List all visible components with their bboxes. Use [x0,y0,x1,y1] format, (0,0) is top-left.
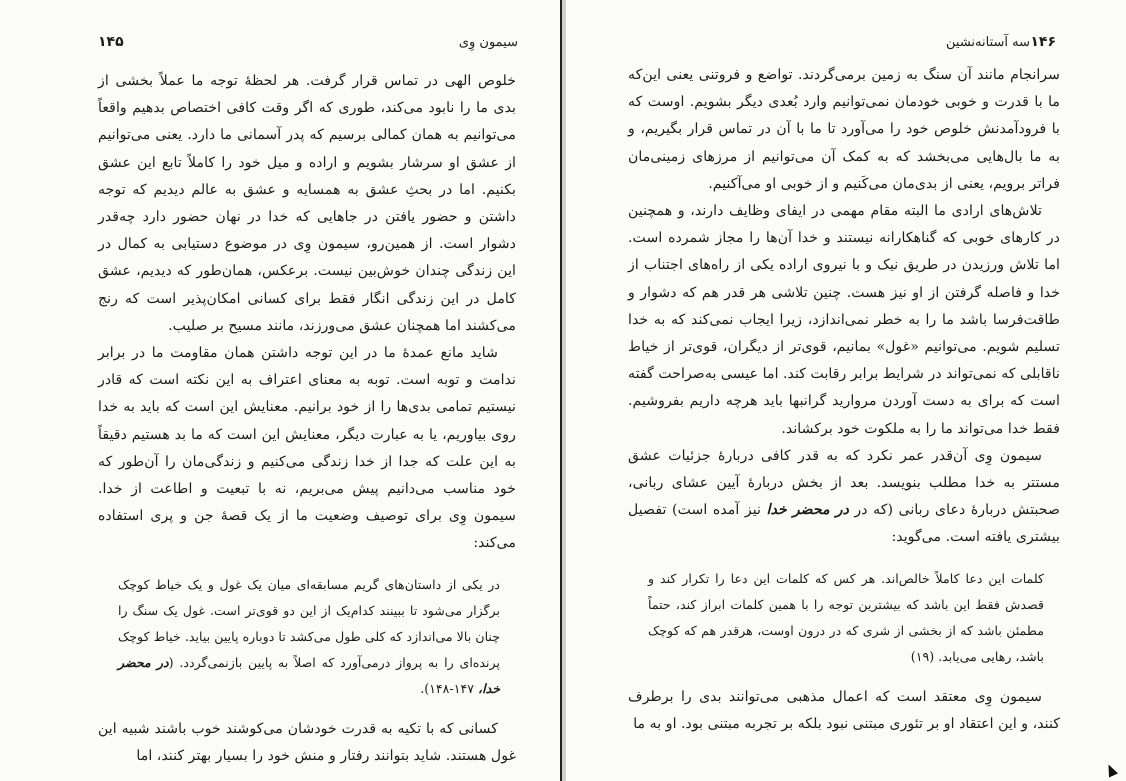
paragraph-part: سیمون وِی آن‌قدر عمر نکرد که به قدر کافی دربارهٔ جزئیات عشق مستتر به خدا مطلب بنویسد. بعد از بخش دربارهٔ آیین عشای ربانی، صحبتش دربارهٔ دعای ربانی (که در [628,447,1060,519]
left-page-body [98,68,516,770]
right-page-header [946,30,1056,54]
citation-title: در محضر خدا، [118,654,500,696]
paragraph: سرانجام مانند آن سنگ به زمین برمی‌گردند. تواضع و فروتنی یعنی این‌که ما با قدرت و خوبی خودمان نمی‌توانیم وارد بُعدی دیگر بشویم. اوست که با فرودآمدنش خلوص خود را می‌آورد تا ما با آن در تماس قرار بگیریم، و به ما بال‌هایی می‌بخشد که به کمک آن می‌توانیم از مرزهای زمینی‌مان فراتر برویم، یعنی از بدی‌مان می‌کَنیم و از خوبی او می‌آکنیم. [628,67,1060,192]
paragraph: سیمون وِی معتقد است که اعمال مذهبی می‌توانند بدی را برطرف کنند، و این اعتقاد او بر تئوری مبتنی نبود بلکه بر تجربه مبتنی بود. او به ما [628,688,1060,732]
citation-pages: ۱۴۷-۱۴۸ [429,680,475,696]
page-number: ۱۴۶ [1030,34,1056,50]
paragraph: تلاش‌های ارادی ما البته مقام مهمی در ایفای وظایف دارند، و همچنین در کارهای خوبی که گناهکارانه نیستند و خدا آن‌ها را مجاز شمرده است. اما تلاش ورزیدن در طریق نیک و با نیروی اراده یکی از راه‌های اجتناب از خدا و فاصله گرفتن از او نیز هست. چنین تلاشی هر قدر هم که دشوار و طاقت‌فرسا باشد ما را به خطر نمی‌اندازد، زیرا ایجاب نمی‌کند که به خدا تسلیم شویم. می‌توانیم «غول» بمانیم، قوی‌تر از دیگران، قوی‌تر از خیاط ناقابلی که نمی‌تواند در شرایط برابر رقابت کند. اما عیسی به‌صراحت گفته است که برای به دست آوردن مروارید گرانبها باید هرچه داریم بفروشیم. فقط خدا می‌تواند ما را به ملکوت خود برکشاند. [628,203,1060,437]
block-quote: در یکی از داستان‌های گریم مسابقه‌ای میان یک غول و یک خیاط کوچک برگزار می‌شود تا ببینند کدام‌یک از این دو قوی‌تر است. غول یک سنگ را چنان بالا می‌اندازد که کلی طول می‌کشد تا دوباره پایین بیاید. خیاط کوچک پرنده‌ای را به پرواز درمی‌آورد که اصلاً به پایین بازنمی‌گردد. (در محضر خدا، ۱۴۷-۱۴۸). [118,576,501,696]
right-page-body [628,62,1060,738]
book-title-italic: در محضر خدا [766,502,849,519]
paragraph: کسانی که با تکیه به قدرت خودشان می‌کوشند خوب باشند شبیه این غول هستند. شاید بتوانند رفتار و منش خود را بسیار بهتر کنند، اما [98,720,516,764]
paragraph: شاید مانع عمدهٔ ما در این توجه داشتن همان مقاومت ما در برابر ندامت و توبه است. توبه به معنای اعتراف به این نکته است که قادر نیستیم تمامی بدی‌ها را از خود برانیم. معنایش این است که باید به خدا روی بیاوریم، یا به عبارت دیگر، معنایش این است که ما بد هستیم دقیقاً به این علت که جدا از خدا زندگی می‌کنیم و زندگی‌مان را آن‌طور که خود مناسب می‌دانیم پیش می‌بریم، نه با تبعیت و اطاعت از خدا. سیمون وِی برای توصیف وضعیت ما از یک قصهٔ جن و پری استفاده می‌کند: [98,345,516,552]
paragraph [628,443,1060,552]
quote-text: در یکی از داستان‌های گریم مسابقه‌ای میان یک غول و یک خیاط کوچک برگزار می‌شود تا ببینند کدام‌یک از این دو قوی‌تر است. غول یک سنگ را چنان بالا می‌اندازد که کلی طول می‌کشد تا دوباره پایین بیاید. خیاط کوچک پرنده‌ای را به پرواز درمی‌آورد که اصلاً به پایین بازنمی‌گردد. [118,576,501,670]
gutter-line [560,0,562,781]
running-title: سیمون وِی [458,34,518,50]
paragraph: خلوص الهی در تماس قرار گرفت. هر لحظهٔ توجه ما عملاً بخشی از بدی ما را نابود می‌کند، طوری که اگر وقت کافی اختصاص بدهیم واقعاً می‌توانیم به همان کمالی برسیم که پدر آسمانی ما دارد. یعنی می‌توانیم از عشق او سرشار بشویم و اراده و میل خود را کاملاً تابع این عشق بکنیم. اما در بحثِ عشق به همسایه و عشق به عالم دیدیم که توجه داشتن و حضور یافتن در جاهایی که خدا در نهان حضور دارد چه‌قدر دشوار است. از همین‌رو، سیمون وِی در موضوع دستیابی به کمال در این زندگی چندان خوش‌بین نیست. برعکس، همان‌طور که دیدیم، عشق کامل در این زندگی انگار فقط برای کسانی امکان‌پذیر است که رنج می‌کشند اما همچنان عشق می‌ورزند، مانند مسیح بر صلیب. [98,73,516,334]
running-title: سه آستانه‌نشین [946,34,1031,50]
left-page-header [98,30,518,54]
footnote-ref: (۱۹) [910,648,935,664]
block-quote [648,566,1044,670]
left-book-page [0,0,562,781]
page-number: ۱۴۵ [98,34,124,50]
right-book-page [566,0,1126,781]
paragraph-part: نیز آمده است) تفصیل بیشتری یافته است. می‌گوید: [628,502,1060,546]
quote-text: کلمات این دعا کاملاً خالص‌اند. هر کس که کلمات این دعا را تکرار کند و قصدش فقط این باشد که بیشترین توجه را با همین کلمات ابراز کند، حتماً مطمئن باشد که از بخشی از شری که در درون اوست، هرقدر هم که کوچک باشد، رهایی می‌یابد. [648,570,1044,664]
